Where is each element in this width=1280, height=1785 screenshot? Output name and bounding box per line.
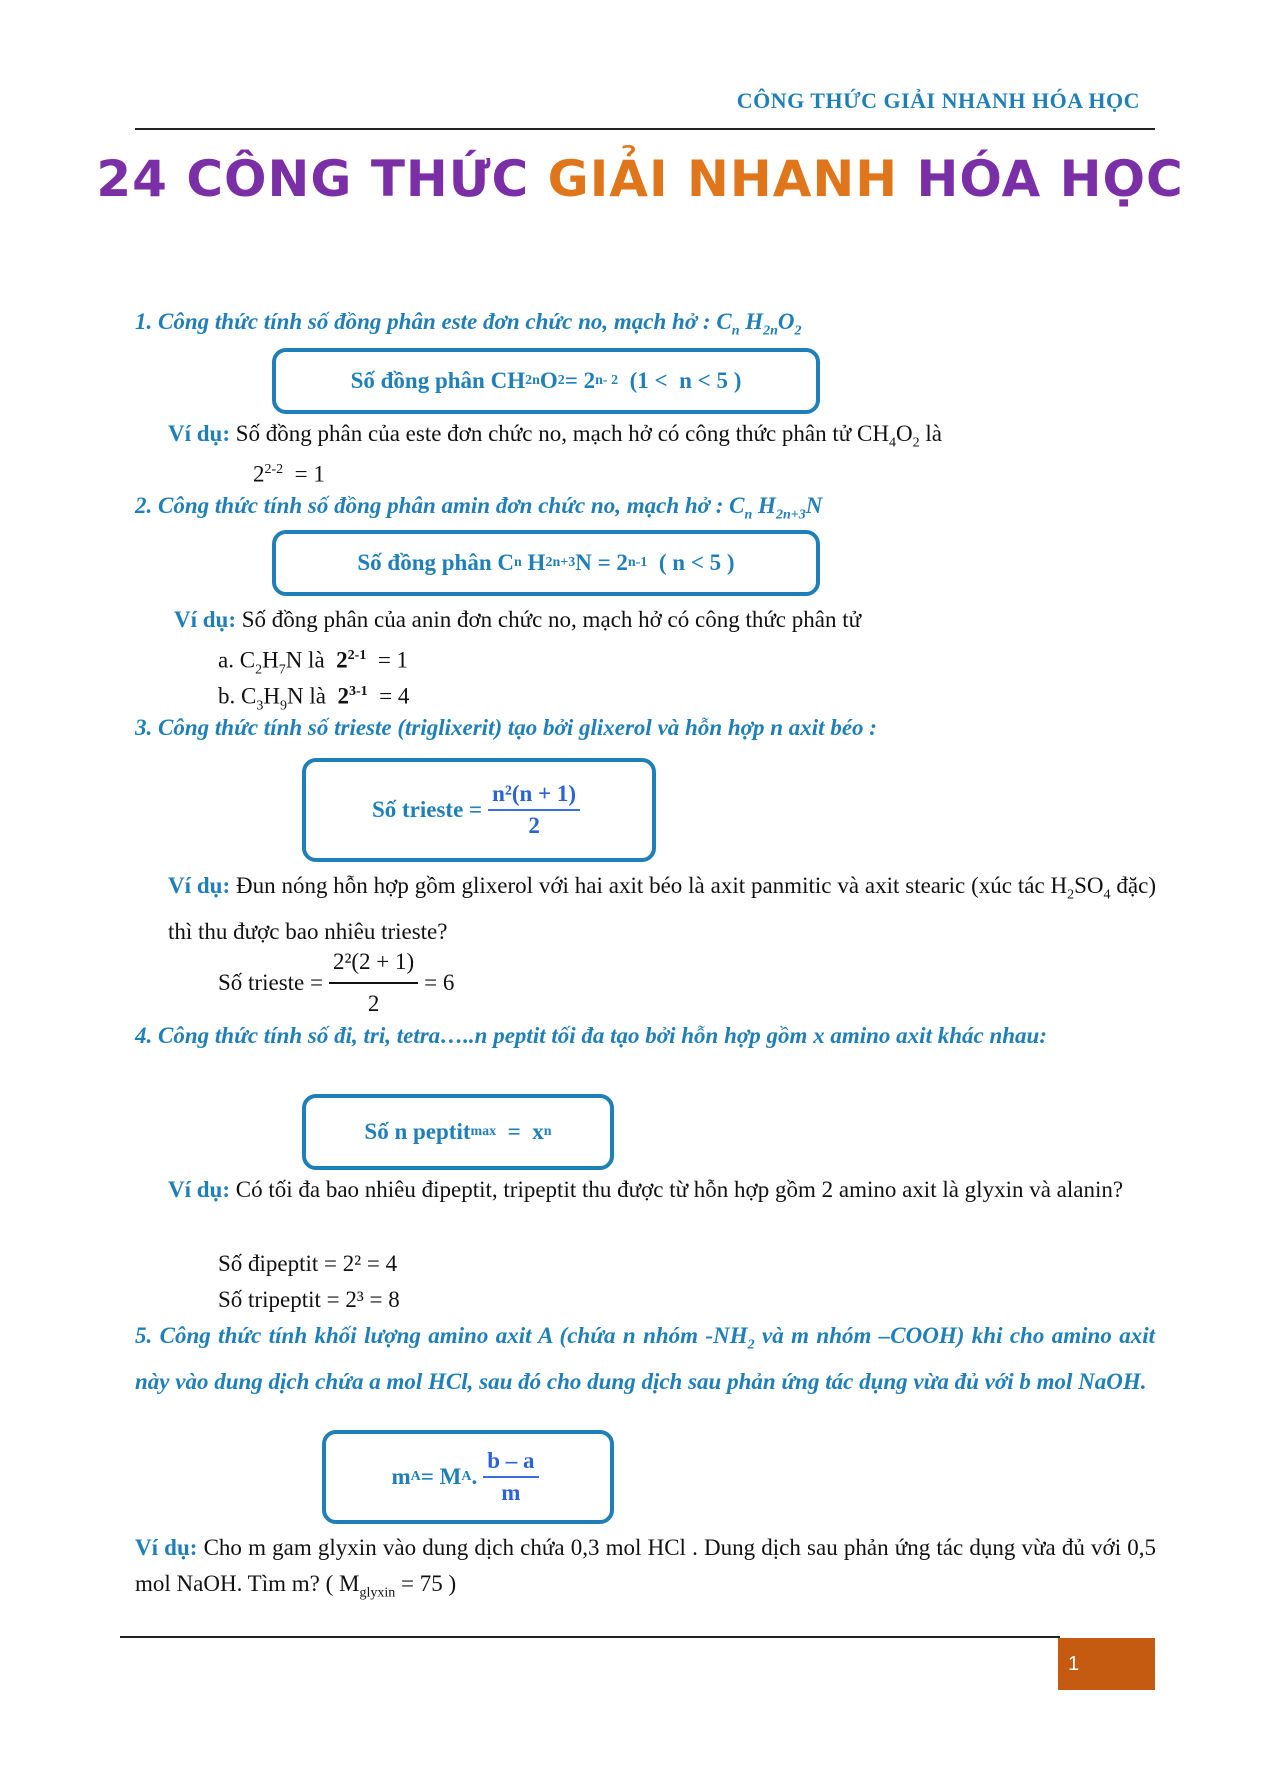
section-2-example-b: b. $C_3H_9N$ là 2$^{3-1}$ = 4 [218,683,410,714]
section-2-heading: 2. Công thức tính số đồng phân amin đơn chức no, mạch hở : $C_n$ $H_{2n+3}N$ [135,493,823,523]
section-4-line-2: Số tripeptit = 2³ = 8 [218,1287,400,1312]
calc-fraction: $\frac{\text{2²(2 + 1)}}{2}$ [329,944,418,1022]
section-4-line-1: Số đipeptit = 2² = 4 [218,1251,398,1276]
section-3-heading: 3. Công thức tính số trieste (triglixerit) tạo bởi glixerol và hỗn hợp n axit béo : [135,715,877,740]
page-number: 1 [1058,1638,1155,1690]
title-part-2: GIẢI NHANH [547,150,917,208]
section-3-calc: Số trieste = $\frac{\text{2²(2 + 1)}}{2}$ = 6 [218,944,454,1022]
section-4-formula-box: Số n peptit max = x n [302,1094,614,1170]
section-4-heading: 4. Công thức tính số đi, tri, tetra…..n peptit tối đa tạo bởi hỗn hợp gồm x amino axit khác nhau: [135,1023,1047,1048]
section-2-example: Ví dụ: Số đồng phân của anin đơn chức no, mạch hở có công thức phân tử [174,607,862,632]
title-part-1: 24 CÔNG THỨC [96,150,548,208]
title-part-3: HÓA HỌC [916,150,1184,208]
trieste-fraction: $\frac{\text{n²(n + 1)}}{2}$ [488,781,580,839]
section-1-heading: 1. Công thức tính số đồng phân este đơn chức no, mạch hở : $C_n$ $H_{2n}O_2$ [135,309,802,339]
section-5-example: Ví dụ: Cho m gam glyxin vào dung dịch chứa 0,3 mol HCl . Dung dịch sau phản ứng tác dụng vừa đủ với 0,5 mol NaOH. Tìm m? ( $M_{glyxin} = 75$ ) [135,1535,1157,1601]
section-3-formula-box: Số trieste = $\frac{\text{n²(n + 1)}}{2}$ [302,758,656,862]
section-5-heading: 5. Công thức tính khối lượng amino axit A (chứa n nhóm $-NH_2$ và m nhóm –COOH) khi cho amino axit này vào dung dịch chứa a mol HCl, sau đó cho dung dịch sau phản ứng tác dụng vừa đủ với b mol NaOH. [135,1323,1155,1394]
header-divider [135,128,1155,130]
section-1-result: 2$^{2-2}$ = 1 [253,461,325,487]
running-header: CÔNG THỨC GIẢI NHANH HÓA HỌC [736,88,1140,113]
section-1-example: Ví dụ: Số đồng phân của este đơn chức no, mạch hở có công thức phân tử $CH_4O_2$ là [168,421,942,451]
section-2-example-a: a. $C_2H_7N$ là 2$^{2-1}$ = 1 [218,647,409,678]
section-2-formula-box: Số đồng phân C n H 2n+3 N = 2 n-1 ( n < 5 ) [272,530,820,596]
section-1-formula-box: Số đồng phân C H 2n O 2 = 2 n- 2 (1 < n < 5 ) [272,348,820,414]
section-3-example: Ví dụ: Đun nóng hỗn hợp gồm glixerol với hai axit béo là axit panmitic và axit stearic (xúc tác $H_2SO_4$ đặc) thì thu được bao nhiêu trieste? [168,873,1156,944]
section-4-example: Ví dụ: Có tối đa bao nhiêu đipeptit, tripeptit thu được từ hỗn hợp gồm 2 amino axit là glyxin và alanin? [168,1177,1124,1202]
section-5-formula-box: m A = M A . $\frac{b - a}{m}$ [322,1430,614,1524]
page-title [0,150,1280,208]
footer-divider [120,1636,1060,1638]
mass-fraction: $\frac{b - a}{m}$ [483,1448,538,1506]
